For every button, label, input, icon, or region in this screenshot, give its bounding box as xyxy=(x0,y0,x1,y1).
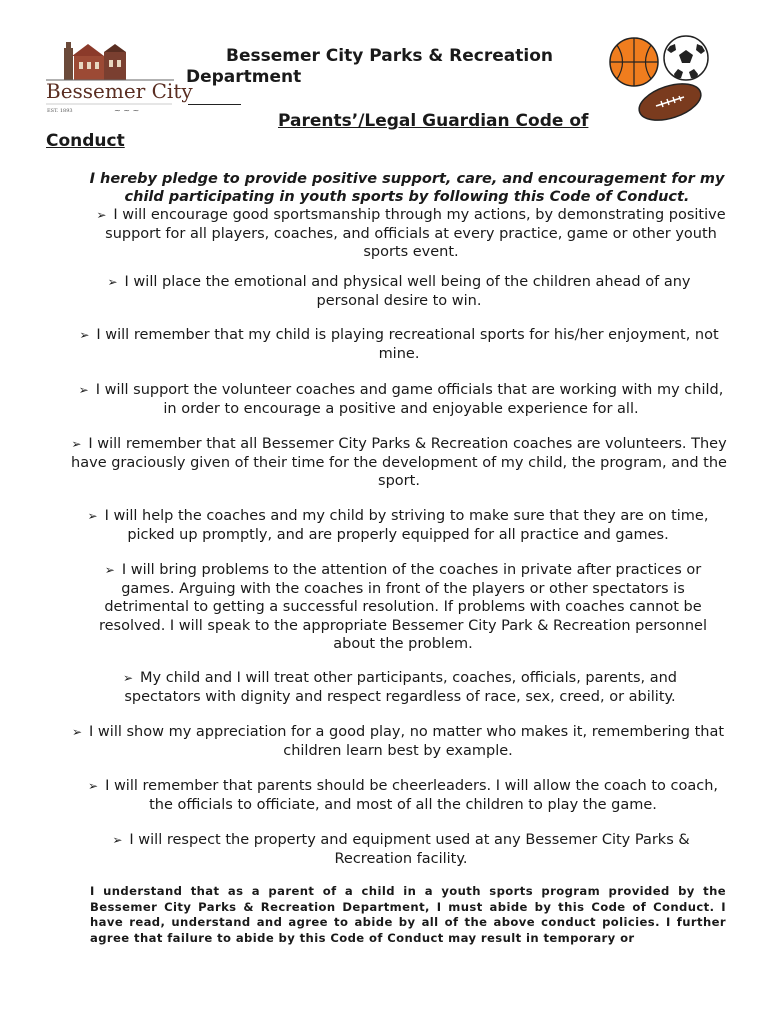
arrow-bullet-icon: ➢ xyxy=(87,509,98,523)
football-icon xyxy=(635,77,706,127)
arrow-bullet-icon: ➢ xyxy=(107,275,118,289)
list-item: ➢ I will bring problems to the attention of the coaches in private after practices or games. Arguing with the coaches in front of the players or other spectators is detrimental to getting a successful resolution. If problems with coaches cannot be resolved. I will speak to the appropriate Bessemer City Park & Recreation personnel about the problem. xyxy=(98,562,708,652)
list-item: ➢ I will remember that parents should be cheerleaders. I will allow the coach to coach, the officials to officiate, and most of all the children to play the game. xyxy=(88,778,719,813)
pledge-statement: I hereby pledge to provide positive support, care, and encouragement for my child participating in youth sports by following this Code of Conduct. xyxy=(89,171,725,205)
arrow-bullet-icon: ➢ xyxy=(79,328,90,342)
list-item: ➢ My child and I will treat other participants, coaches, officials, parents, and spectators with dignity and respect regardless of race, sex, creed, or ability. xyxy=(122,670,678,705)
arrow-bullet-icon: ➢ xyxy=(96,208,107,222)
subtitle-line-1: Parents’/Legal Guardian Code of xyxy=(278,111,589,131)
arrow-bullet-icon: ➢ xyxy=(88,779,99,793)
arrow-bullet-icon: ➢ xyxy=(104,563,115,577)
arrow-bullet-icon: ➢ xyxy=(122,671,134,685)
list-item: ➢ I will remember that all Bessemer City Parks & Recreation coaches are volunteers. They have graciously given of their time for the development of my child, the program, and the sport. xyxy=(71,436,727,489)
subtitle-line-2: Conduct xyxy=(46,131,125,151)
arrow-bullet-icon: ➢ xyxy=(71,437,82,451)
title-line-2: Department xyxy=(186,67,302,87)
title-underline xyxy=(188,104,241,105)
basketball-icon xyxy=(610,38,658,86)
list-item: ➢ I will show my appreciation for a good play, no matter who makes it, remembering that children learn best by example. xyxy=(71,724,725,759)
soccer-ball-icon xyxy=(664,36,708,80)
svg-text:~ ~ ~: ~ ~ ~ xyxy=(114,106,140,115)
bessemer-city-logo xyxy=(44,38,193,116)
title-line-1: Bessemer City Parks & Recreation xyxy=(226,46,553,66)
arrow-bullet-icon: ➢ xyxy=(112,833,123,847)
list-item: ➢ I will encourage good sportsmanship through my actions, by demonstrating positive support for all players, coaches, and officials at every practice, game or other youth sports event. xyxy=(96,207,726,260)
arrow-bullet-icon: ➢ xyxy=(78,383,89,397)
arrow-bullet-icon: ➢ xyxy=(71,725,83,739)
svg-text:EST. 1893: EST. 1893 xyxy=(47,108,73,114)
list-item: ➢ I will support the volunteer coaches and game officials that are working with my child, in order to encourage a positive and enjoyable experience for all. xyxy=(78,382,724,417)
list-item: ➢ I will help the coaches and my child by striving to make sure that they are on time, picked up promptly, and are properly equipped for all practice and games. xyxy=(87,508,709,543)
svg-text:Bessemer City: Bessemer City xyxy=(46,79,193,103)
sports-balls-image xyxy=(604,34,716,124)
list-item: ➢ I will remember that my child is playing recreational sports for his/her enjoyment, not mine. xyxy=(79,327,719,362)
list-item: ➢ I will respect the property and equipment used at any Bessemer City Parks & Recreation facility. xyxy=(112,832,690,867)
closing-statement: I understand that as a parent of a child in a youth sports program provided by the Bessemer City Parks & Recreation Department, I must abide by this Code of Conduct. I have read, understand and agree to abide by all of the above conduct policies. I further agree that failure to abide by this Code of Conduct may result in temporary or xyxy=(90,884,726,945)
page-title xyxy=(186,46,606,88)
list-item: ➢ I will place the emotional and physical well being of the children ahead of any personal desire to win. xyxy=(107,274,691,309)
